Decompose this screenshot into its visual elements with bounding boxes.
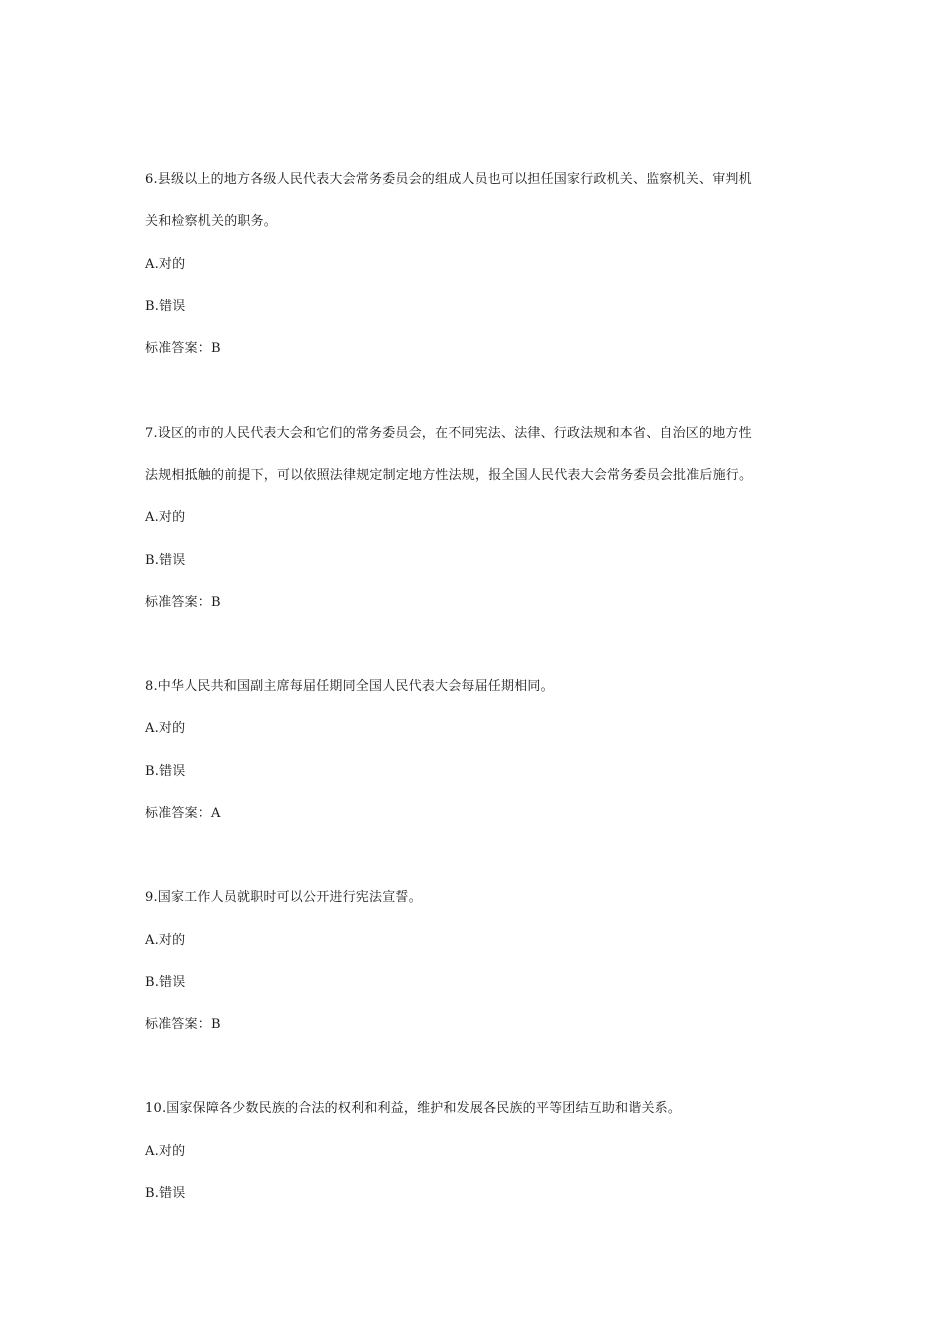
question-9-option-b: B.错误 (145, 975, 186, 990)
question-8-option-b: B.错误 (145, 764, 186, 779)
question-9-answer: 标准答案：B (145, 1017, 221, 1032)
question-8-answer: 标准答案：A (145, 806, 221, 821)
question-10-option-a: A.对的 (145, 1144, 186, 1159)
question-9-option-a: A.对的 (145, 933, 186, 948)
question-10-option-b: B.错误 (145, 1186, 186, 1201)
question-6-option-a: A.对的 (145, 257, 186, 272)
question-9-stem-line-1: 9.国家工作人员就职时可以公开进行宪法宣誓。 (145, 890, 422, 905)
question-6-answer: 标准答案：B (145, 341, 221, 356)
question-10-stem-line-1: 10.国家保障各少数民族的合法的权利和利益，维护和发展各民族的平等团结互助和谐关系。 (145, 1101, 682, 1116)
question-7-option-a: A.对的 (145, 510, 186, 525)
question-8-option-a: A.对的 (145, 721, 186, 736)
question-6-stem-line-2: 关和检察机关的职务。 (145, 214, 278, 229)
question-7-stem-line-2: 法规相抵触的前提下，可以依照法律规定制定地方性法规，报全国人民代表大会常务委员会批准后施行。 (145, 468, 753, 483)
question-8-stem-line-1: 8.中华人民共和国副主席每届任期同全国人民代表大会每届任期相同。 (145, 679, 554, 694)
question-6-option-b: B.错误 (145, 299, 186, 314)
question-7-answer: 标准答案：B (145, 595, 221, 610)
question-6-stem-line-1: 6.县级以上的地方各级人民代表大会常务委员会的组成人员也可以担任国家行政机关、监察机关、审判机 (145, 172, 752, 187)
question-7-stem-line-1: 7.设区的市的人民代表大会和它们的常务委员会，在不同宪法、法律、行政法规和本省、自治区的地方性 (145, 426, 752, 441)
question-7-option-b: B.错误 (145, 553, 186, 568)
